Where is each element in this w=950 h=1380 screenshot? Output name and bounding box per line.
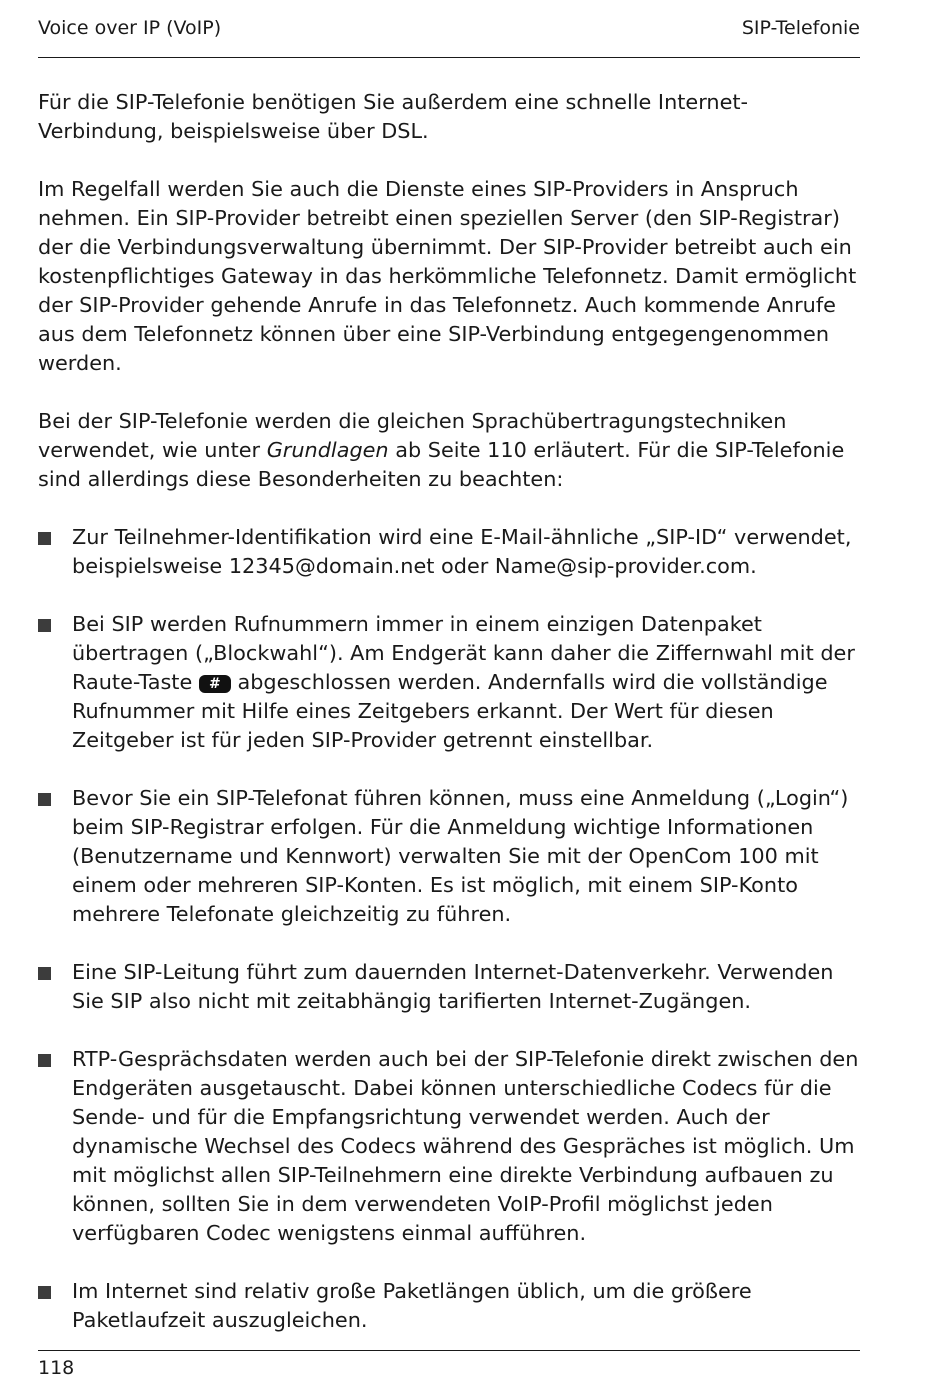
header-section-title: SIP-Telefonie <box>741 17 860 39</box>
list-item-text: Bevor Sie ein SIP-Telefonat führen können, muss eine Anmeldung („Login“) beim SIP-Registrar erfolgen. Für die Anmeldung wichtige Informationen (Benutzername und Kennwort) verwalten Sie mit der OpenCom 100 mit einem oder mehreren SIP-Konten. Es ist möglich, mit einem SIP-Konto mehrere Telefonate gleichzeitig zu führen. <box>72 786 849 926</box>
list-item <box>38 1045 860 1248</box>
hash-key-icon: # <box>199 675 231 693</box>
list-item <box>38 958 860 1016</box>
list-item <box>38 784 860 929</box>
intro-text-before: Bei der SIP-Telefonie werden die gleichen Sprachübertragungstechniken verwendet, wie unter <box>38 409 787 462</box>
square-bullet-icon <box>38 1286 51 1299</box>
list-item-text-cont: abgeschlossen werden. Andernfalls wird die vollständige Rufnummer mit Hilfe eines Zeitgebers erkannt. Der Wert für diesen Zeitgeber ist für jeden SIP-Provider getrennt einstellbar. <box>72 670 828 752</box>
list-item <box>38 610 860 755</box>
body-text <box>38 88 860 1364</box>
square-bullet-icon <box>38 793 51 806</box>
document-page <box>38 0 860 1378</box>
paragraph-intro <box>38 407 860 494</box>
header-rule <box>38 57 860 58</box>
list-item <box>38 523 860 581</box>
list-item-text: Im Internet sind relativ große Paketlängen üblich, um die größere Paketlaufzeit auszugleichen. <box>72 1279 752 1332</box>
intro-emphasis: Grundlagen <box>266 438 389 462</box>
header-chapter-title: Voice over IP (VoIP) <box>38 17 222 39</box>
paragraph-sip-provider: Im Regelfall werden Sie auch die Dienste eines SIP-Providers in Anspruch nehmen. Ein SIP-Provider betreibt einen speziellen Server (den SIP-Registrar) der die Verbindungsverwaltung übernimmt. Der SIP-Provider betreibt auch ein kostenpflichtiges Gateway in das herkömmliche Telefonnetz. Damit ermöglicht der SIP-Provider gehende Anrufe in das Telefonnetz. Auch kommende Anrufe aus dem Telefonnetz können über eine SIP-Verbindung entgegengenommen werden. <box>38 177 857 375</box>
list-item-text: Eine SIP-Leitung führt zum dauernden Internet-Datenverkehr. Verwenden Sie SIP also nicht mit zeitabhängig tarifierten Internet-Zugängen. <box>72 960 834 1013</box>
square-bullet-icon <box>38 967 51 980</box>
square-bullet-icon <box>38 619 51 632</box>
running-header <box>38 15 860 43</box>
list-item <box>38 1277 860 1335</box>
bullet-list <box>38 523 860 1335</box>
paragraph-internet: Für die SIP-Telefonie benötigen Sie außerdem eine schnelle Internet-Verbindung, beispielsweise über DSL. <box>38 90 749 143</box>
list-item-text: Bei SIP werden Rufnummern immer in einem einzigen Datenpaket übertragen („Blockwahl“). Am Endgerät kann daher die Ziffernwahl mit der Raute-Taste <box>72 612 855 694</box>
intro-text-after: ab Seite 110 erläutert. Für die SIP-Telefonie sind allerdings diese Besonderheiten zu beachten: <box>38 438 845 491</box>
page-number: 118 <box>38 1357 75 1379</box>
footer-rule <box>38 1350 860 1351</box>
square-bullet-icon <box>38 1054 51 1067</box>
square-bullet-icon <box>38 532 51 545</box>
list-item-text: Zur Teilnehmer-Identifikation wird eine E-Mail-ähnliche „SIP-ID“ verwendet, beispielsweise 12345@domain.net oder Name@sip-provider.com. <box>72 525 852 578</box>
list-item-text: RTP-Gesprächsdaten werden auch bei der SIP-Telefonie direkt zwischen den Endgeräten ausgetauscht. Dabei können unterschiedliche Codecs für die Sende- und für die Empfangsrichtung verwendet werden. Auch der dynamische Wechsel des Codecs während des Gespräches ist möglich. Um mit möglichst allen SIP-Teilnehmern eine direkte Verbindung aufbauen zu können, sollten Sie in dem verwendeten VoIP-Profil möglichst jeden verfügbaren Codec wenigstens einmal aufführen. <box>72 1047 859 1245</box>
